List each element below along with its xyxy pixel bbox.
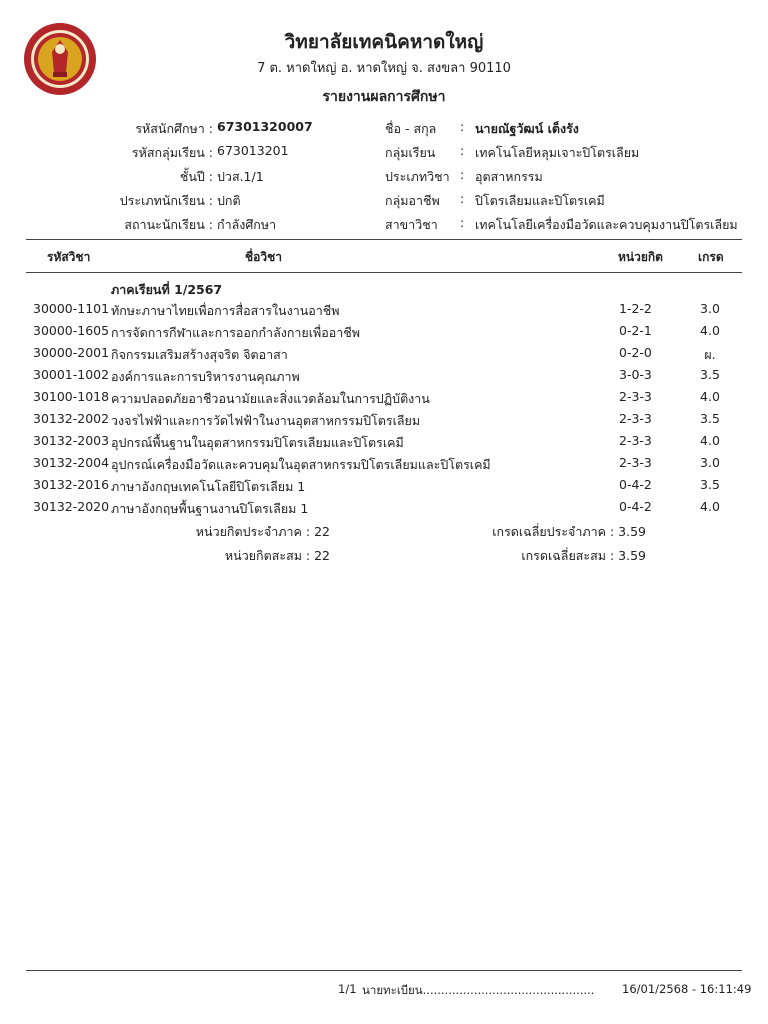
course-grade: 3.0 xyxy=(700,301,720,316)
cumulative-credits: หน่วยกิตสะสม : 22 xyxy=(224,548,330,563)
course-credits: 2-3-3 xyxy=(619,433,652,448)
course-grade: 3.5 xyxy=(700,367,720,382)
table-row xyxy=(0,345,768,367)
course-code: 30000-1101 xyxy=(33,301,110,316)
colon: : xyxy=(460,215,465,230)
course-grade: 4.0 xyxy=(700,499,720,514)
table-row xyxy=(0,411,768,433)
course-code: 30132-2016 xyxy=(33,477,110,492)
course-credits: 2-3-3 xyxy=(619,455,652,470)
course-name: กิจกรรมเสริมสร้างสุจริต จิตอาสา xyxy=(111,347,288,362)
course-code: 30132-2002 xyxy=(33,411,110,426)
semester-gpa: เกรดเฉลี่ยประจำภาค : 3.59 xyxy=(492,524,646,539)
course-name: องค์การและการบริหารงานคุณภาพ xyxy=(111,369,300,384)
student-type-value: ปกติ xyxy=(217,193,241,208)
course-name: อุปกรณ์เครื่องมือวัดและควบคุมในอุตสาหกรรมปิโตรเลียมและปิโตรเคมี xyxy=(111,457,491,472)
course-code: 30132-2020 xyxy=(33,499,110,514)
print-datetime: 16/01/2568 - 16:11:49 xyxy=(622,982,752,996)
page-number: 1/1 xyxy=(338,982,357,996)
course-code: 30132-2003 xyxy=(33,433,110,448)
student-status-label: สถานะนักเรียน : xyxy=(124,217,213,232)
colon: : xyxy=(460,119,465,134)
course-name: อุปกรณ์พื้นฐานในอุตสาหกรรมปิโตรเลียมและปิโตรเคมี xyxy=(111,435,404,450)
report-title: รายงานผลการศึกษา xyxy=(322,89,446,105)
course-name: ภาษาอังกฤษเทคโนโลยีปิโตรเลียม 1 xyxy=(111,479,306,494)
table-header-rule xyxy=(26,272,742,273)
level-label: ชั้นปี : xyxy=(179,169,213,184)
colon: : xyxy=(460,191,465,206)
group-label: กลุ่มเรียน xyxy=(385,145,436,160)
course-code: 30132-2004 xyxy=(33,455,110,470)
group-code-label: รหัสกลุ่มเรียน : xyxy=(131,145,213,160)
course-credits: 0-2-0 xyxy=(619,345,652,360)
course-name: ความปลอดภัยอาชีวอนามัยและสิ่งแวดล้อมในการปฏิบัติงาน xyxy=(111,391,430,406)
career-label: กลุ่มอาชีพ xyxy=(385,193,440,208)
colon: : xyxy=(460,143,465,158)
college-name: วิทยาลัยเทคนิคหาดใหญ่ xyxy=(284,31,484,53)
major-value: เทคโนโลยีเครื่องมือวัดและควบคุมงานปิโตรเลียม xyxy=(475,217,738,232)
course-grade: 4.0 xyxy=(700,389,720,404)
column-header-grade: เกรด xyxy=(698,250,724,264)
course-grade: 4.0 xyxy=(700,433,720,448)
course-name: วงจรไฟฟ้าและการวัดไฟฟ้าในงานอุตสาหกรรมปิโตรเลียม xyxy=(111,413,421,428)
course-credits: 3-0-3 xyxy=(619,367,652,382)
group-value: เทคโนโลยีหลุมเจาะปิโตรเลียม xyxy=(475,145,640,160)
semester-credits: หน่วยกิตประจำภาค : 22 xyxy=(195,524,330,539)
name-label: ชื่อ - สกุล xyxy=(385,121,437,136)
table-row xyxy=(0,499,768,521)
course-name: การจัดการกีฬาและการออกกำลังกายเพื่ออาชีพ xyxy=(111,325,361,340)
course-code: 30001-1002 xyxy=(33,367,110,382)
column-header-code: รหัสวิชา xyxy=(47,250,91,264)
course-grade: 3.5 xyxy=(700,411,720,426)
course-grade: ผ. xyxy=(704,347,716,362)
course-code: 30100-1018 xyxy=(33,389,110,404)
course-credits: 0-4-2 xyxy=(619,477,652,492)
footer-rule xyxy=(26,970,742,971)
name-value: นายณัฐวัฒน์ เต็งรัง xyxy=(475,121,579,136)
course-credits: 0-4-2 xyxy=(619,499,652,514)
column-header-name: ชื่อวิชา xyxy=(245,250,282,264)
table-top-rule xyxy=(26,239,742,240)
course-credits: 0-2-1 xyxy=(619,323,652,338)
colon: : xyxy=(460,167,465,182)
course-credits: 2-3-3 xyxy=(619,411,652,426)
course-grade: 3.5 xyxy=(700,477,720,492)
course-credits: 2-3-3 xyxy=(619,389,652,404)
subject-type-label: ประเภทวิชา xyxy=(385,169,450,184)
subject-type-value: อุตสาหกรรม xyxy=(475,169,543,184)
course-name: ภาษาอังกฤษพื้นฐานงานปิโตรเลียม 1 xyxy=(111,501,309,516)
student-type-label: ประเภทนักเรียน : xyxy=(119,193,213,208)
course-grade: 4.0 xyxy=(700,323,720,338)
table-row xyxy=(0,455,768,477)
group-code-value: 673013201 xyxy=(217,143,289,158)
table-row xyxy=(0,301,768,323)
table-row xyxy=(0,367,768,389)
course-code: 30000-1605 xyxy=(33,323,110,338)
table-row xyxy=(0,323,768,345)
student-id-value: 67301320007 xyxy=(217,119,313,134)
column-header-credits: หน่วยกิต xyxy=(618,250,663,264)
course-credits: 1-2-2 xyxy=(619,301,652,316)
course-grade: 3.0 xyxy=(700,455,720,470)
course-code: 30000-2001 xyxy=(33,345,110,360)
major-label: สาขาวิชา xyxy=(385,217,438,232)
table-row xyxy=(0,389,768,411)
college-address: 7 ต. หาดใหญ่ อ. หาดใหญ่ จ. สงขลา 90110 xyxy=(257,61,511,76)
cumulative-gpa: เกรดเฉลี่ยสะสม : 3.59 xyxy=(521,548,646,563)
student-status-value: กำลังศึกษา xyxy=(217,217,277,232)
career-value: ปิโตรเลียมและปิโตรเคมี xyxy=(475,193,605,208)
course-name: ทักษะภาษาไทยเพื่อการสื่อสารในงานอาชีพ xyxy=(111,303,340,318)
level-value: ปวส.1/1 xyxy=(217,169,264,184)
student-id-label: รหัสนักศึกษา : xyxy=(135,121,213,136)
registrar-signature-line: นายทะเบียน............................................... xyxy=(362,983,595,997)
table-row xyxy=(0,477,768,499)
semester-label: ภาคเรียนที่ 1/2567 xyxy=(111,282,223,297)
table-row xyxy=(0,433,768,455)
